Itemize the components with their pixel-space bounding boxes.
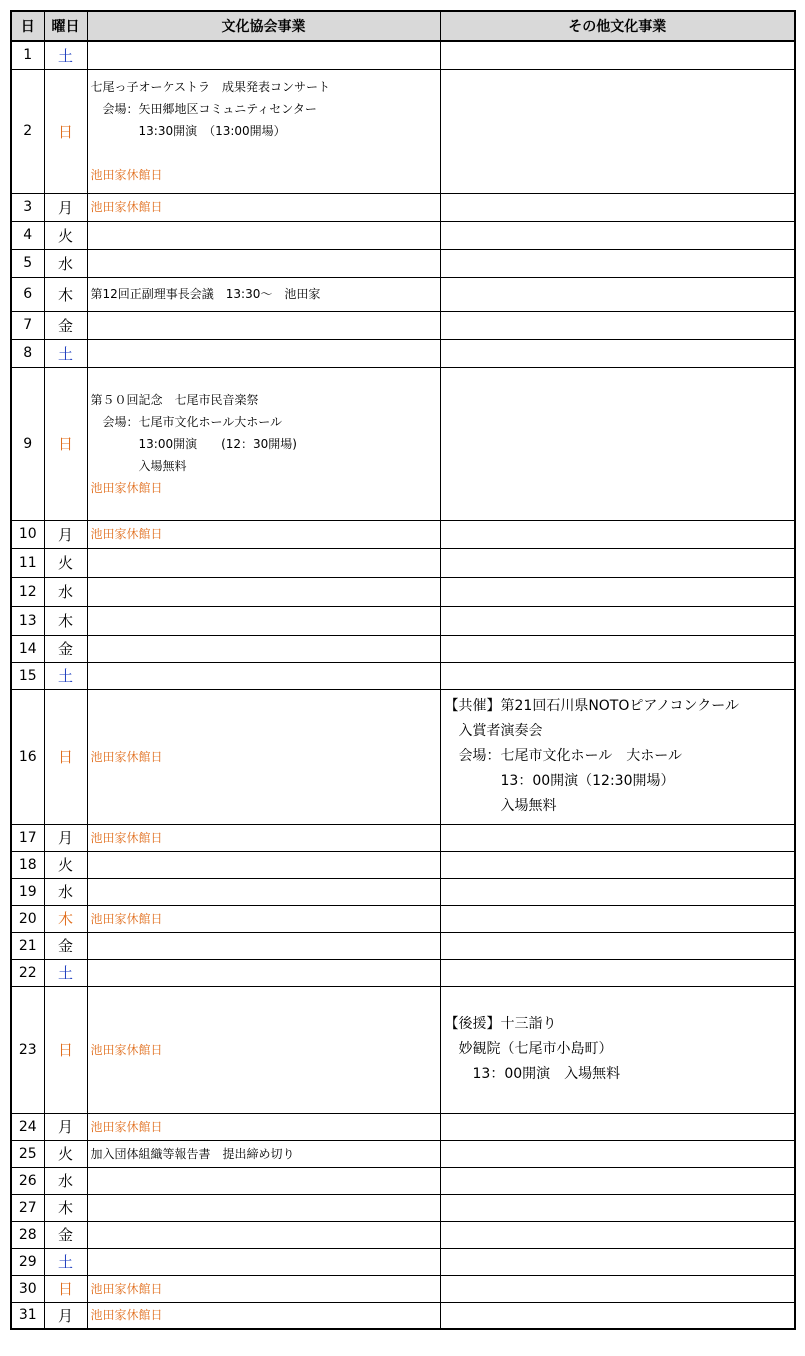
other-event-cell xyxy=(440,986,795,1113)
day-number: 7 xyxy=(11,311,44,339)
day-number: 16 xyxy=(11,689,44,824)
other-event-cell xyxy=(440,193,795,221)
culture-event-cell xyxy=(87,311,440,339)
table-row xyxy=(11,851,795,878)
closed-day-note: 池田家休館日 xyxy=(90,1281,163,1296)
day-number: 11 xyxy=(11,548,44,577)
culture-event-line: 入場無料 xyxy=(90,458,187,473)
culture-event-cell xyxy=(87,41,440,69)
culture-event-cell xyxy=(87,221,440,249)
other-event-cell xyxy=(440,689,795,824)
header-row xyxy=(11,11,795,41)
closed-day-note: 池田家休館日 xyxy=(90,1308,163,1323)
culture-event-cell xyxy=(87,249,440,277)
day-of-week: 日 xyxy=(44,1275,87,1302)
header-dow: 曜日 xyxy=(44,11,87,41)
day-number: 28 xyxy=(11,1221,44,1248)
other-event-cell xyxy=(440,878,795,905)
day-of-week: 月 xyxy=(44,520,87,548)
culture-event-cell xyxy=(87,851,440,878)
culture-event-line: 会場：矢田郷地区コミュニティセンター xyxy=(90,102,317,116)
day-number: 5 xyxy=(11,249,44,277)
table-row xyxy=(11,1302,795,1329)
day-number: 18 xyxy=(11,851,44,878)
header-other-events: その他文化事業 xyxy=(440,11,795,41)
day-of-week: 水 xyxy=(44,249,87,277)
day-of-week: 木 xyxy=(44,1194,87,1221)
other-event-cell xyxy=(440,959,795,986)
day-number: 29 xyxy=(11,1248,44,1275)
table-row xyxy=(11,311,795,339)
other-event-line: 入賞者演奏会 xyxy=(444,723,543,739)
table-row xyxy=(11,277,795,311)
table-row xyxy=(11,986,795,1113)
closed-day-note: 池田家休館日 xyxy=(90,911,163,926)
culture-event-cell xyxy=(87,824,440,851)
day-number: 30 xyxy=(11,1275,44,1302)
other-event-line: 13：00開演（12:30開場） xyxy=(444,773,675,789)
table-row xyxy=(11,520,795,548)
other-event-cell xyxy=(440,1248,795,1275)
culture-event-cell xyxy=(87,878,440,905)
table-row xyxy=(11,1221,795,1248)
day-number: 10 xyxy=(11,520,44,548)
other-event-cell xyxy=(440,249,795,277)
day-of-week: 土 xyxy=(44,959,87,986)
closed-day-note: 池田家休館日 xyxy=(90,168,163,182)
day-of-week: 火 xyxy=(44,1140,87,1167)
day-number: 22 xyxy=(11,959,44,986)
day-of-week: 水 xyxy=(44,1167,87,1194)
day-of-week: 土 xyxy=(44,662,87,689)
other-event-cell xyxy=(440,635,795,662)
day-of-week: 月 xyxy=(44,193,87,221)
closed-day-note: 池田家休館日 xyxy=(90,1042,163,1057)
other-event-cell xyxy=(440,577,795,606)
other-event-line: 入場無料 xyxy=(444,798,557,814)
day-number: 23 xyxy=(11,986,44,1113)
day-of-week: 土 xyxy=(44,1248,87,1275)
calendar-body xyxy=(11,41,795,1329)
table-row xyxy=(11,193,795,221)
table-row xyxy=(11,1275,795,1302)
other-event-cell xyxy=(440,1221,795,1248)
day-number: 27 xyxy=(11,1194,44,1221)
culture-event-cell xyxy=(87,548,440,577)
other-event-cell xyxy=(440,520,795,548)
culture-event-cell xyxy=(87,1302,440,1329)
day-of-week: 水 xyxy=(44,577,87,606)
table-row xyxy=(11,1140,795,1167)
day-of-week: 木 xyxy=(44,277,87,311)
table-row xyxy=(11,249,795,277)
table-row xyxy=(11,1167,795,1194)
table-row xyxy=(11,548,795,577)
day-of-week: 水 xyxy=(44,878,87,905)
day-of-week: 月 xyxy=(44,1113,87,1140)
culture-event-cell xyxy=(87,959,440,986)
table-row xyxy=(11,221,795,249)
table-row xyxy=(11,339,795,367)
closed-day-note: 池田家休館日 xyxy=(90,749,163,764)
day-number: 9 xyxy=(11,367,44,520)
other-event-cell xyxy=(440,367,795,520)
other-event-cell xyxy=(440,1194,795,1221)
table-row xyxy=(11,662,795,689)
day-number: 8 xyxy=(11,339,44,367)
culture-event-cell xyxy=(87,339,440,367)
other-event-line: 13：00開演 入場無料 xyxy=(444,1066,621,1082)
other-event-cell xyxy=(440,1140,795,1167)
table-row xyxy=(11,959,795,986)
culture-event-cell xyxy=(87,1140,440,1167)
day-of-week: 金 xyxy=(44,1221,87,1248)
closed-day-note: 池田家休館日 xyxy=(90,1119,163,1134)
table-row xyxy=(11,1248,795,1275)
closed-day-note: 池田家休館日 xyxy=(90,200,163,214)
other-event-line: 会場：七尾市文化ホール 大ホール xyxy=(444,748,682,764)
day-of-week: 月 xyxy=(44,824,87,851)
day-number: 31 xyxy=(11,1302,44,1329)
table-row xyxy=(11,577,795,606)
culture-event-cell xyxy=(87,635,440,662)
culture-event-line: 13:00開演 (12：30開場) xyxy=(90,436,297,451)
culture-event-cell xyxy=(87,1194,440,1221)
day-number: 1 xyxy=(11,41,44,69)
table-row xyxy=(11,69,795,193)
day-number: 24 xyxy=(11,1113,44,1140)
culture-event-cell xyxy=(87,69,440,193)
day-number: 3 xyxy=(11,193,44,221)
culture-event-cell xyxy=(87,577,440,606)
table-row xyxy=(11,689,795,824)
culture-event-cell xyxy=(87,1221,440,1248)
other-event-cell xyxy=(440,1167,795,1194)
culture-event-cell xyxy=(87,662,440,689)
day-of-week: 土 xyxy=(44,41,87,69)
closed-day-note: 池田家休館日 xyxy=(90,830,163,845)
day-of-week: 金 xyxy=(44,635,87,662)
other-event-cell xyxy=(440,824,795,851)
culture-event-line: 第５０回記念 七尾市民音楽祭 xyxy=(90,392,259,407)
day-number: 6 xyxy=(11,277,44,311)
culture-event-cell xyxy=(87,367,440,520)
table-row xyxy=(11,878,795,905)
table-row xyxy=(11,41,795,69)
culture-event-cell xyxy=(87,905,440,932)
table-row xyxy=(11,1113,795,1140)
day-number: 14 xyxy=(11,635,44,662)
culture-event-cell xyxy=(87,1275,440,1302)
other-event-line: 【共催】第21回石川県NOTOピアノコンクール xyxy=(444,698,739,714)
day-of-week: 日 xyxy=(44,367,87,520)
culture-event-cell xyxy=(87,606,440,635)
day-number: 2 xyxy=(11,69,44,193)
culture-event-cell xyxy=(87,1167,440,1194)
other-event-cell xyxy=(440,1113,795,1140)
culture-event-cell xyxy=(87,520,440,548)
culture-event-cell xyxy=(87,1248,440,1275)
other-event-cell xyxy=(440,932,795,959)
culture-event-line xyxy=(91,142,440,164)
day-number: 4 xyxy=(11,221,44,249)
day-number: 12 xyxy=(11,577,44,606)
other-event-cell xyxy=(440,311,795,339)
day-of-week: 金 xyxy=(44,932,87,959)
other-event-cell xyxy=(440,69,795,193)
day-of-week: 木 xyxy=(44,606,87,635)
day-number: 19 xyxy=(11,878,44,905)
other-event-cell xyxy=(440,41,795,69)
day-number: 25 xyxy=(11,1140,44,1167)
other-event-cell xyxy=(440,851,795,878)
other-event-cell xyxy=(440,277,795,311)
other-event-cell xyxy=(440,1302,795,1329)
culture-event-line: 会場：七尾市文化ホール大ホール xyxy=(90,414,283,429)
event-calendar-table xyxy=(10,10,796,1330)
culture-event-cell xyxy=(87,277,440,311)
day-number: 17 xyxy=(11,824,44,851)
table-row xyxy=(11,635,795,662)
other-event-cell xyxy=(440,606,795,635)
culture-event-line: 加入団体組織等報告書 提出締め切り xyxy=(90,1146,295,1161)
culture-event-cell xyxy=(87,986,440,1113)
table-row xyxy=(11,606,795,635)
header-day: 日 xyxy=(11,11,44,41)
culture-event-line: 13:30開演 （13:00開場） xyxy=(90,124,286,138)
day-of-week: 火 xyxy=(44,851,87,878)
other-event-cell xyxy=(440,548,795,577)
day-number: 20 xyxy=(11,905,44,932)
closed-day-note: 池田家休館日 xyxy=(90,527,163,541)
day-number: 26 xyxy=(11,1167,44,1194)
culture-event-line: 第12回正副理事長会議 13:30～ 池田家 xyxy=(90,287,321,301)
table-row xyxy=(11,905,795,932)
culture-event-cell xyxy=(87,1113,440,1140)
other-event-cell xyxy=(440,339,795,367)
table-row xyxy=(11,1194,795,1221)
other-event-cell xyxy=(440,221,795,249)
day-of-week: 木 xyxy=(44,905,87,932)
culture-event-cell xyxy=(87,932,440,959)
day-of-week: 金 xyxy=(44,311,87,339)
culture-event-line: 七尾っ子オーケストラ 成果発表コンサート xyxy=(90,80,331,94)
table-row xyxy=(11,367,795,520)
other-event-cell xyxy=(440,905,795,932)
other-event-cell xyxy=(440,662,795,689)
day-of-week: 土 xyxy=(44,339,87,367)
day-number: 15 xyxy=(11,662,44,689)
table-row xyxy=(11,932,795,959)
day-of-week: 日 xyxy=(44,689,87,824)
day-of-week: 日 xyxy=(44,986,87,1113)
closed-day-note: 池田家休館日 xyxy=(90,480,163,495)
other-event-line: 妙観院（七尾市小島町） xyxy=(444,1041,613,1057)
day-of-week: 月 xyxy=(44,1302,87,1329)
day-of-week: 火 xyxy=(44,221,87,249)
table-row xyxy=(11,824,795,851)
day-number: 13 xyxy=(11,606,44,635)
other-event-line: 【後援】十三詣り xyxy=(444,1016,557,1032)
culture-event-cell xyxy=(87,689,440,824)
header-culture-events: 文化協会事業 xyxy=(87,11,440,41)
culture-event-cell xyxy=(87,193,440,221)
day-of-week: 日 xyxy=(44,69,87,193)
other-event-cell xyxy=(440,1275,795,1302)
day-of-week: 火 xyxy=(44,548,87,577)
day-number: 21 xyxy=(11,932,44,959)
